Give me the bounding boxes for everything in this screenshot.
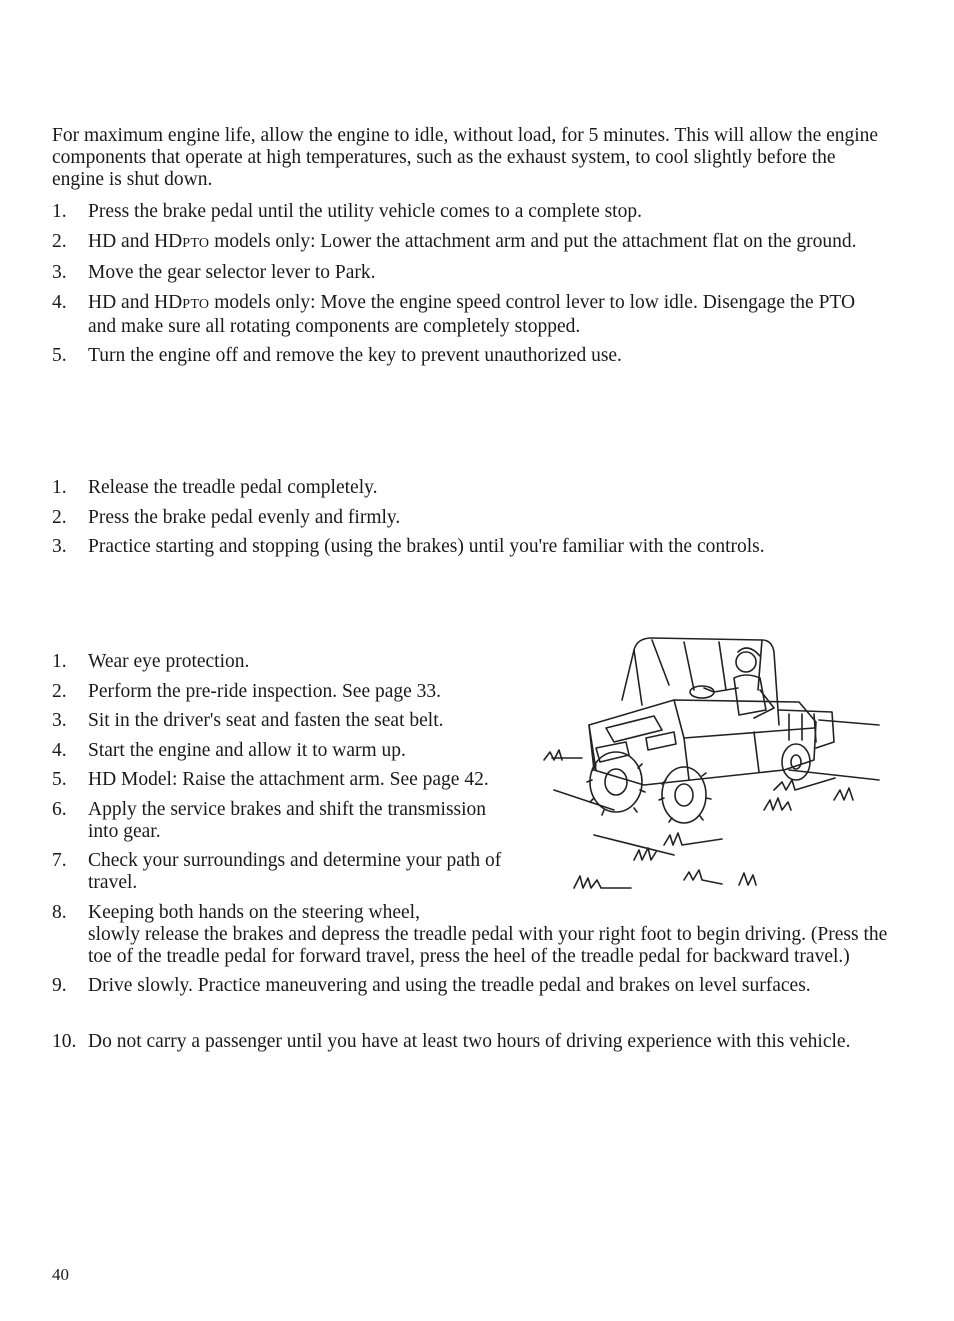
list-item: 6. Apply the service brakes and shift the transmission into gear. (52, 798, 487, 842)
list-item: 1. Wear eye protection. (52, 651, 250, 672)
list-item: 1. Press the brake pedal until the utility vehicle comes to a complete stop. (52, 201, 642, 222)
utility-vehicle-illustration (534, 630, 884, 910)
shutdown-steps-list (52, 201, 882, 375)
list-item: 4. Start the engine and allow it to warm up. (52, 739, 406, 761)
intro-paragraph: For maximum engine life, allow the engine to idle, without load, for 5 minutes. This will allow the engine components that operate at high temperatures, such as the exhaust system, to cool slightly before the engine is shut down. (52, 125, 879, 190)
list-item: 9. Drive slowly. Practice maneuvering and using the treadle pedal and brakes on level surfaces. (52, 975, 811, 996)
list-item: 2. HD and HDPTO models only: Lower the attachment arm and put the attachment flat on the ground. (52, 230, 857, 252)
list-item: 3. Practice starting and stopping (using the brakes) until you're familiar with the controls. (52, 536, 765, 557)
list-item: 2. Press the brake pedal evenly and firmly. (52, 506, 401, 528)
list-item: 10. Do not carry a passenger until you have at least two hours of driving experience with this vehicle. (52, 1031, 851, 1052)
list-item: 3. Move the gear selector lever to Park. (52, 262, 376, 283)
list-item: 8. Keeping both hands on the steering wheel, slowly release the brakes and depress the treadle pedal with your right foot to begin driving. (Press the toe of the treadle pedal for forward travel, press the heel of the treadle pedal for backward travel.) (52, 901, 888, 967)
list-item: 5. Turn the engine off and remove the key to prevent unauthorized use. (52, 345, 622, 366)
list-item: 3. Sit in the driver's seat and fasten the seat belt. (52, 710, 444, 731)
brake-steps-list (52, 477, 882, 566)
list-item: 7. Check your surroundings and determine your path of travel. (52, 850, 502, 893)
list-item: 2. Perform the pre-ride inspection. See page 33. (52, 680, 442, 702)
list-item: 1. Release the treadle pedal completely. (52, 477, 378, 498)
list-item: 5. HD Model: Raise the attachment arm. See page 42. (52, 769, 489, 790)
list-item: 4. HD and HDPTO models only: Move the engine speed control lever to low idle. Disengage the PTO and make sure all rotating components are completely stopped. (52, 291, 856, 337)
page-number: 40 (52, 1265, 69, 1284)
